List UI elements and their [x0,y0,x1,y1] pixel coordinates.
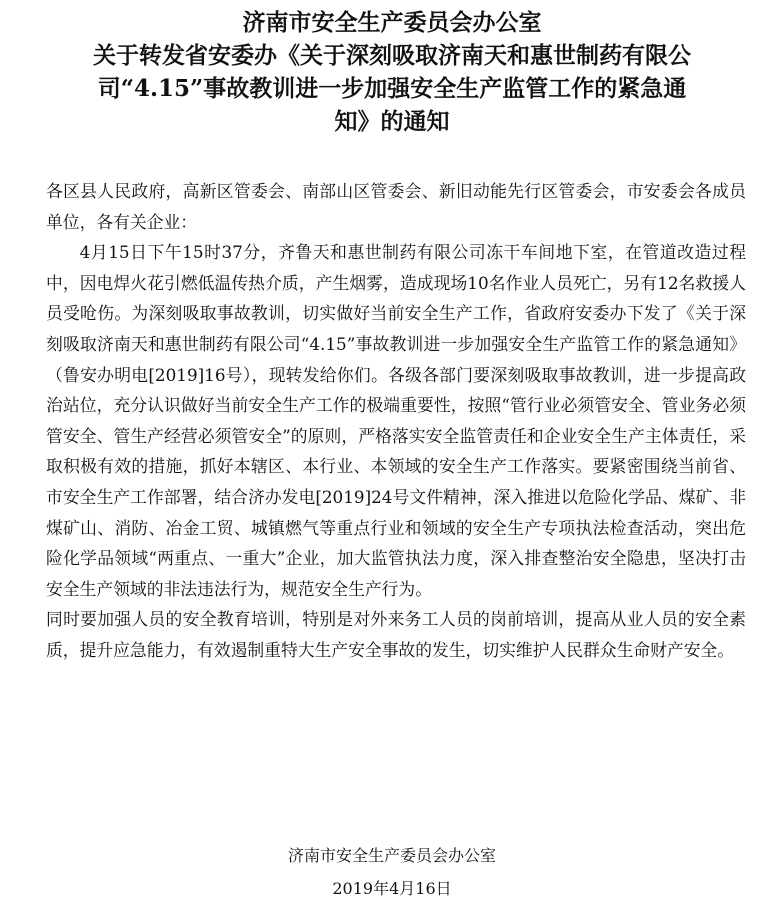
body-paragraph-main: 4月15日下午15时37分，齐鲁天和惠世制药有限公司冻干车间地下室，在管道改造过程中，因电焊火花引燃低温传热介质，产生烟雾，造成现场10名作业人员死亡，另有12名救援人员受呛伤。为深刻吸取事故教训，切实做好当前安全生产工作，省政府安委办下发了《关于深刻吸取济南天和惠世制药有限公司“4.15”事故教训进一步加强安全生产监管工作的紧急通知》（鲁安办明电[2019]16号），现转发给你们。各级各部门要深刻吸取事故教训，进一步提高政治站位，充分认识做好当前安全生产工作的极端重要性，按照“管行业必须管安全、管业务必须管安全、管生产经营必须管安全”的原则，严格落实安全监管责任和企业安全生产主体责任，采取积极有效的措施，抓好本辖区、本行业、本领域的安全生产工作落实。要紧密围绕当前省、市安全生产工作部署，结合济办发电[2019]24号文件精神，深入推进以危险化学品、煤矿、非煤矿山、消防、冶金工贸、城镇燃气等重点行业和领域的安全生产专项执法检查活动，突出危险化学品领域“两重点、一重大”企业，加大监管执法力度，深入排查整治安全隐患，坚决打击安全生产领域的非法违法行为，规范安全生产行为。 [46,242,746,599]
document-title [0,6,784,138]
title-subject-line-1: 关于转发省安委办《关于深刻吸取济南天和惠世制药有限公 [93,42,691,69]
signature-organization: 济南市安全生产委员会办公室 [287,846,496,865]
title-issuer: 济南市安全生产委员会办公室 [242,9,542,36]
title-subject-line-2: 司“4.15”事故教训进一步加强安全生产监管工作的紧急通 [97,75,687,102]
body-paragraph-training: 同时要加强人员的安全教育培训，特别是对外来务工人员的岗前培训，提高从业人员的安全素质，提升应急能力，有效遏制重特大生产安全事故的发生，切实维护人民群众生命财产安全。 [46,609,746,660]
signature-date: 2019年4月16日 [332,879,452,898]
title-subject-line-3: 知》的通知 [334,108,450,135]
document-body [46,176,746,666]
addressee: 各区县人民政府，高新区管委会、南部山区管委会、新旧动能先行区管委会，市安委会各成员单位，各有关企业： [46,181,746,232]
